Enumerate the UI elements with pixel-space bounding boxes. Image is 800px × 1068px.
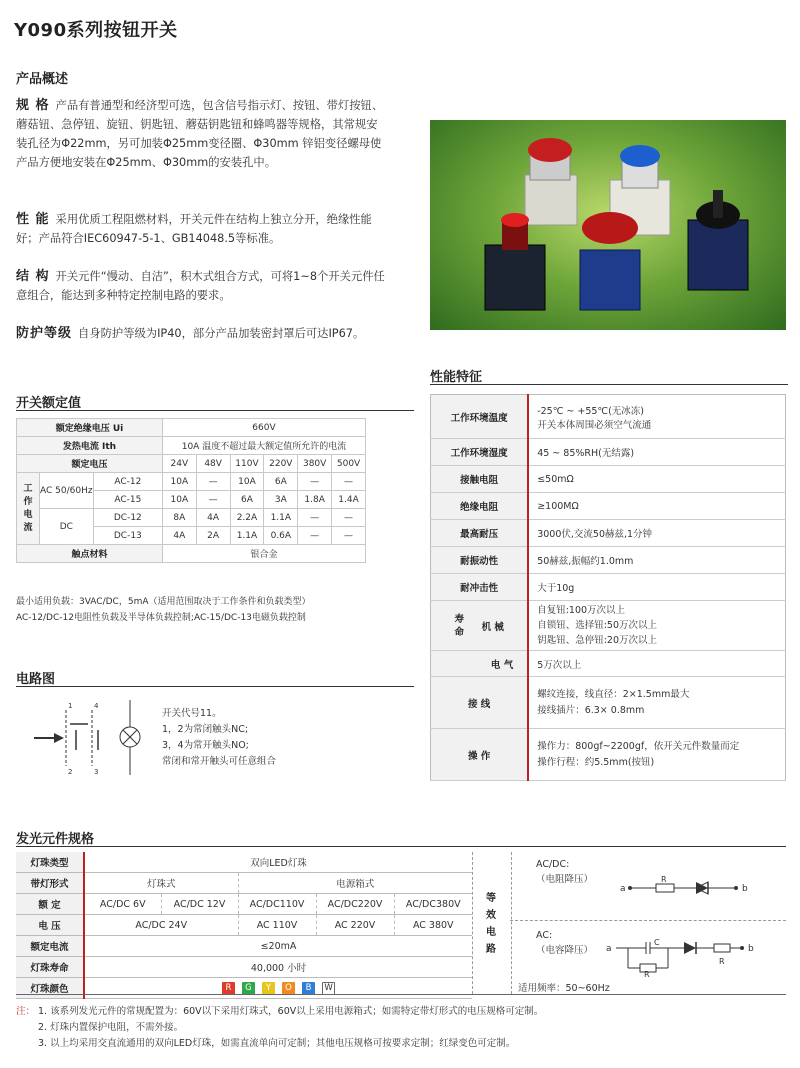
rating-cell: — — [298, 473, 332, 491]
overview-structure — [16, 267, 386, 305]
chip-white: W — [322, 982, 335, 995]
mech-label: 机 械 — [481, 621, 504, 633]
pin-2: 2 — [68, 768, 73, 775]
feature-key: 最高耐压 — [431, 520, 529, 547]
color-chips — [84, 978, 472, 999]
product-photo — [430, 120, 786, 330]
feature-key: 耐振动性 — [431, 547, 529, 574]
voltage-option: AC/DC380V — [394, 894, 472, 915]
overview-protection — [16, 324, 386, 343]
ac-sub: （电容降压） — [536, 945, 594, 956]
current-label: 额定电流 — [16, 936, 84, 957]
structure-label: 结 构 — [16, 269, 50, 284]
feature-value: ≤50mΩ — [528, 466, 785, 493]
rating-cell: 10A — [162, 491, 196, 509]
voltage-cell: 220V — [264, 455, 298, 473]
voltage-option: AC/DC 6V — [84, 894, 161, 915]
feature-value: 50赫兹,振幅约1.0mm — [528, 547, 785, 574]
feature-key: 工作环境温度 — [431, 395, 529, 439]
ac-label: AC 50/60Hz — [39, 473, 93, 509]
life-cell — [431, 601, 529, 651]
feature-value: 45 ~ 85%RH(无结露) — [528, 439, 785, 466]
eq-divider — [510, 920, 786, 921]
resistor-label: R — [719, 957, 725, 966]
circuit-line: 1，2为常闭触头NC; — [162, 724, 249, 735]
led-bottom-divider — [16, 994, 786, 995]
circuit-line: 开关代号11。 — [162, 708, 222, 719]
rating-cell: 6A — [230, 491, 264, 509]
rating-cell: — — [196, 473, 230, 491]
node-a: a — [606, 944, 612, 954]
type-label: 灯珠类型 — [16, 852, 84, 873]
product-photo-graphic — [430, 120, 786, 330]
feature-value: 开关本体周围必须空气流通 — [537, 419, 652, 431]
insulation-value: 660V — [162, 419, 365, 437]
note-item: 1. 该系列发光元件的常规配置为：60V以下采用灯珠式，60V以上采用电源箱式；如需特定带灯形式的电压规格可定制。 — [38, 1006, 544, 1017]
rating-cell: — — [332, 509, 366, 527]
rating-cell: 1.4A — [332, 491, 366, 509]
circuit-heading: 电路图 — [16, 672, 56, 687]
ac-circuit — [604, 934, 764, 978]
elec-value: 5万次以上 — [528, 651, 785, 677]
current-label: 工作电流 — [17, 473, 40, 545]
rating-note-2: AC-12/DC-12电阻性负载及半导体负载控制;AC-15/DC-13电磁负载控制 — [16, 613, 306, 623]
rated-label-1: 额 定 — [16, 894, 84, 915]
color-label: 灯珠颜色 — [16, 978, 84, 999]
ac-labels — [536, 928, 593, 958]
note-item: 3. 以上均采用交直流通用的双向LED灯珠，如需直流单向可定制；其他电压规格可按要求定制；红绿变色可定制。 — [38, 1038, 516, 1049]
spec-label: 规 格 — [16, 98, 50, 113]
rating-cell: 6A — [264, 473, 298, 491]
voltage-option: AC 220V — [316, 915, 394, 936]
eq-label: 等效电路 — [486, 893, 496, 955]
features-table — [430, 394, 786, 781]
life-value: 40,000 小时 — [84, 957, 472, 978]
performance-text: 采用优质工程阻燃材料，开关元件在结构上独立分开，绝缘性能好；产品符合IEC60947-5-1、GB14048.5等标准。 — [16, 213, 372, 245]
wiring-value: 接线插片：6.3× 0.8mm — [537, 704, 645, 716]
structure-text: 开关元件“慢动、自洁”，积木式组合方式，可将1~8个开关元件任意组合，能达到多种特定控制电路的要求。 — [16, 270, 385, 302]
node-a: a — [620, 884, 626, 894]
led-heading: 发光元件规格 — [16, 832, 95, 847]
eq-label-box — [472, 852, 512, 994]
rating-cell: — — [298, 509, 332, 527]
feature-key: 工作环境湿度 — [431, 439, 529, 466]
resistor-label: R — [661, 875, 667, 884]
rating-cell: 10A — [230, 473, 264, 491]
overview-performance — [16, 210, 386, 248]
notes-prefix: 注： — [16, 1006, 36, 1017]
freq-text: 适用频率：50~60Hz — [518, 983, 610, 994]
rating-cell: — — [332, 473, 366, 491]
op-label: 操 作 — [431, 729, 529, 781]
note-item: 2. 灯珠内置保护电阻，不需外接。 — [38, 1022, 184, 1033]
rating-cell: — — [332, 527, 366, 545]
feature-key: 耐冲击性 — [431, 574, 529, 601]
spec-text: 产品有普通型和经济型可选，包含信号指示灯、按钮、带灯按钮、蘑菇钮、急停钮、旋钮、钥匙钮、蘑菇钥匙钮和蜂鸣器等规格，其常规安装孔径为Φ22mm，另可加装Φ25mm变径圈、Φ30mm 锌铝变径螺母使产品方便地安装在Φ25mm、Φ30mm的安装孔中。 — [16, 99, 384, 169]
row-type: AC-15 — [93, 491, 162, 509]
overview-heading: 产品概述 — [16, 72, 69, 87]
insulation-label: 额定绝缘电压 Ui — [17, 419, 163, 437]
dc-label: DC — [39, 509, 93, 545]
led-table — [16, 852, 472, 999]
material-value: 银合金 — [162, 545, 365, 563]
type-value: 双向LED灯珠 — [84, 852, 472, 873]
chip-green: G — [242, 982, 255, 995]
current-value: ≤20mA — [84, 936, 472, 957]
chip-red: R — [222, 982, 235, 995]
feature-key: 绝缘电阻 — [431, 493, 529, 520]
acdc-circuit — [618, 872, 758, 902]
voltage-option: AC 110V — [238, 915, 316, 936]
pin-4: 4 — [94, 702, 99, 710]
feature-value: 大于10g — [528, 574, 785, 601]
acdc-sub: （电阻降压） — [536, 874, 594, 885]
circuit-line: 常闭和常开触头可任意组合 — [162, 756, 277, 767]
material-label: 触点材料 — [17, 545, 163, 563]
chip-blue: B — [302, 982, 315, 995]
voltage-option: AC/DC 12V — [161, 894, 238, 915]
rating-cell: 4A — [196, 509, 230, 527]
life-label: 寿命 — [454, 613, 465, 638]
heating-label: 发热电流 Ith — [17, 437, 163, 455]
op-value: 操作力：800gf~2200gf，依开关元件数量而定 — [537, 740, 740, 752]
rating-cell: 2.2A — [230, 509, 264, 527]
rating-cell: — — [298, 527, 332, 545]
voltage-cell: 500V — [332, 455, 366, 473]
mech-value: 自锁钮、选择钮:50万次以上 — [537, 620, 657, 631]
rating-table — [16, 418, 366, 563]
node-b: b — [742, 884, 748, 894]
acdc-label: AC/DC: — [536, 859, 570, 870]
rating-cell: 1.1A — [264, 509, 298, 527]
voltage-cell: 48V — [196, 455, 230, 473]
wiring-label: 接 线 — [431, 677, 529, 729]
rating-cell: — — [196, 491, 230, 509]
circuit-divider — [16, 686, 414, 687]
voltage-option: AC/DC 24V — [84, 915, 238, 936]
row-type: AC-12 — [93, 473, 162, 491]
row-type: DC-12 — [93, 509, 162, 527]
chip-orange: O — [282, 982, 295, 995]
voltage-cell: 110V — [230, 455, 264, 473]
voltage-option: AC/DC110V — [238, 894, 316, 915]
voltage-cell: 380V — [298, 455, 332, 473]
performance-label: 性 能 — [16, 212, 50, 227]
overview-spec — [16, 96, 386, 172]
page-title: Y090系列按钮开关 — [14, 20, 178, 41]
circuit-description — [162, 706, 276, 770]
rating-heading: 开关额定值 — [16, 396, 82, 411]
pin-1: 1 — [68, 702, 73, 710]
voltage-label: 额定电压 — [17, 455, 163, 473]
feature-value: ≥100MΩ — [528, 493, 785, 520]
features-heading: 性能特征 — [430, 370, 483, 385]
resistor-label: R — [644, 970, 650, 978]
rating-divider — [16, 410, 414, 411]
form-a: 灯珠式 — [84, 873, 238, 894]
protection-text: 自身防护等级为IP40，部分产品加装密封罩后可达IP67。 — [78, 327, 365, 340]
rated-label-2: 电 压 — [16, 915, 84, 936]
circuit-line: 3，4为常开触头NO; — [162, 740, 249, 751]
notes-list — [38, 1004, 786, 1052]
rating-cell: 0.6A — [264, 527, 298, 545]
form-b: 电源箱式 — [238, 873, 472, 894]
led-divider — [16, 846, 786, 847]
form-label: 带灯形式 — [16, 873, 84, 894]
acdc-labels — [536, 857, 593, 887]
ac-label: AC: — [536, 930, 553, 941]
feature-value: -25℃ ~ +55℃(无冰冻) — [537, 405, 645, 417]
rating-cell: 1.1A — [230, 527, 264, 545]
op-value: 操作行程：约5.5mm(按钮) — [537, 756, 655, 768]
node-b: b — [748, 944, 754, 954]
circuit-diagram — [34, 700, 160, 775]
mech-value: 自复钮:100万次以上 — [537, 605, 626, 616]
rating-cell: 1.8A — [298, 491, 332, 509]
capacitor-label: C — [654, 938, 660, 947]
feature-value: 3000伏,交流50赫兹,1分钟 — [528, 520, 785, 547]
chip-yellow: Y — [262, 982, 275, 995]
protection-label: 防护等级 — [16, 326, 73, 341]
rating-cell: 8A — [162, 509, 196, 527]
heating-value: 10A 温度不超过最大额定值所允许的电流 — [162, 437, 365, 455]
row-type: DC-13 — [93, 527, 162, 545]
rating-cell: 10A — [162, 473, 196, 491]
rating-cell: 3A — [264, 491, 298, 509]
rating-cell: 2A — [196, 527, 230, 545]
rating-cell: 4A — [162, 527, 196, 545]
pin-3: 3 — [94, 768, 99, 775]
feature-key: 接触电阻 — [431, 466, 529, 493]
features-divider — [430, 384, 788, 385]
voltage-option: AC/DC220V — [316, 894, 394, 915]
voltage-cell: 24V — [162, 455, 196, 473]
voltage-option: AC 380V — [394, 915, 472, 936]
rating-note-1: 最小适用负载：3VAC/DC，5mA（适用范围取决于工作条件和负载类型） — [16, 597, 311, 607]
wiring-value: 螺纹连接，线直径：2×1.5mm最大 — [537, 688, 690, 700]
life-label: 灯珠寿命 — [16, 957, 84, 978]
mech-value: 钥匙钮、急停钮:20万次以上 — [537, 635, 657, 646]
elec-label: 电 气 — [431, 651, 529, 677]
